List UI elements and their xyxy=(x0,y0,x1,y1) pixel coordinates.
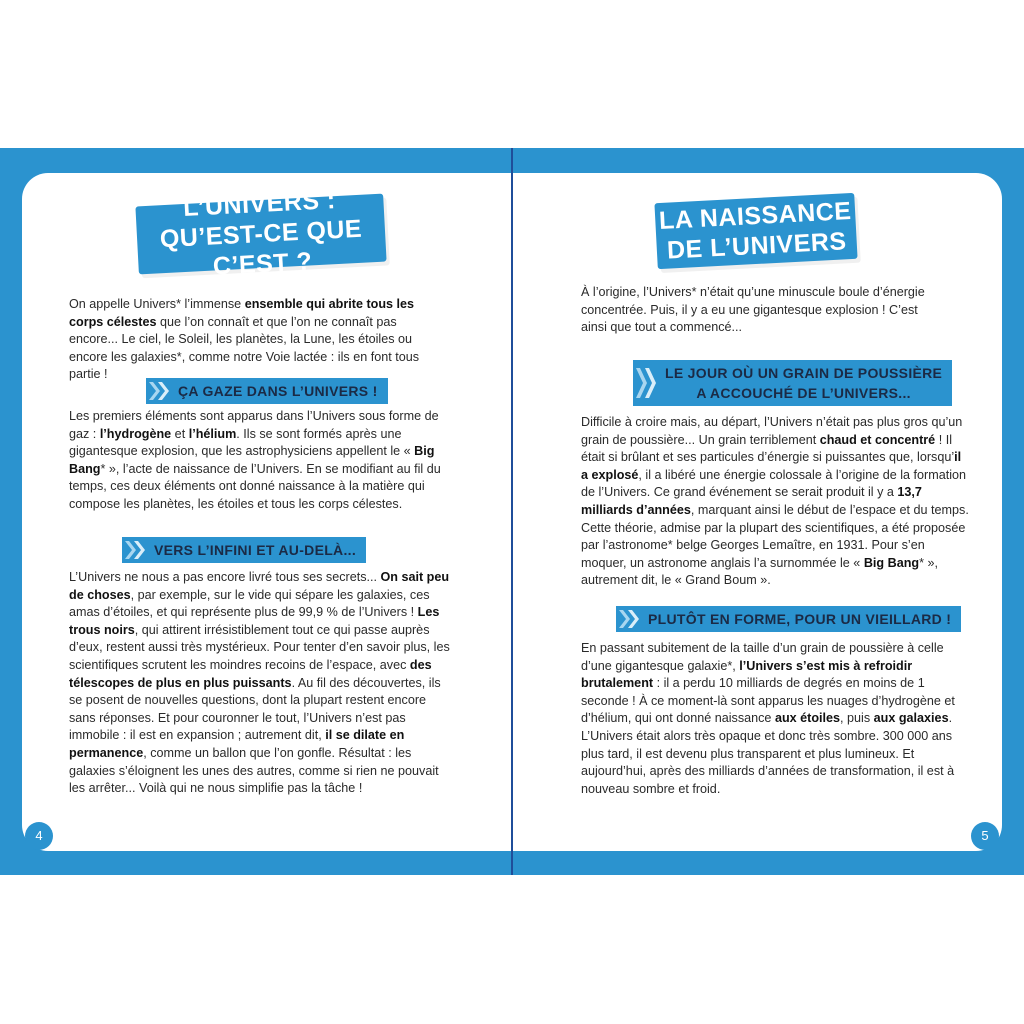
text-run: , puis xyxy=(840,711,874,726)
right-title-line1: LA NAISSANCE xyxy=(658,196,853,236)
section-title: VERS L’INFINI ET AU-DELÀ... xyxy=(148,537,366,563)
left-intro-paragraph xyxy=(69,296,447,384)
right-title-line2: DE L’UNIVERS xyxy=(666,227,848,265)
bold-run: aux étoiles xyxy=(774,711,841,726)
bold-run: il a explosé xyxy=(581,450,962,482)
text-run: . L’Univers était alors très opaque et donc très sombre. 300 000 ans plus tard, il est devenu plus transparent et plus lumineux. Et aujourd’hui, après des milliards d’années de transformation, il est à nouveau sombre et froid. xyxy=(581,711,955,796)
section-title: ÇA GAZE DANS L’UNIVERS ! xyxy=(172,378,388,404)
bold-run: 13,7 milliards d’années xyxy=(581,485,922,517)
left-section2-heading xyxy=(122,537,366,563)
text-run: et xyxy=(171,426,189,441)
bold-run: aux galaxies xyxy=(873,711,949,726)
bold-run: Big Bang xyxy=(863,555,920,570)
text-run: Difficile à croire mais, au départ, l’Univers n’était pas plus gros qu’un grain de poussière... Un grain terriblement xyxy=(581,415,963,447)
section-title-line2: A ACCOUCHÉ DE L’UNIVERS... xyxy=(696,385,911,401)
book-gutter xyxy=(511,148,513,875)
page-number-left: 4 xyxy=(25,822,53,850)
right-section2-paragraph xyxy=(581,640,959,798)
text-run: . Ils se sont formés après une gigantesque explosion, que les astrophysiciens appellent le « xyxy=(69,426,415,459)
text-run: , qui attirent irrésistiblement tout ce qui passe auprès d’eux, restent aussi très mystérieux. Pour tenter d’en savoir plus, les scientifiques scrutent les moindres recoins de l’espace, avec xyxy=(69,622,450,672)
left-section2-paragraph xyxy=(69,569,453,798)
text-run: : il a perdu 10 milliards de degrés en moins de 1 seconde ! À ce moment-là sont apparus les nuages d’hydrogène et d’hélium, qui ont donné naissance xyxy=(581,676,955,726)
section-title-line1: LE JOUR OÙ UN GRAIN DE POUSSIÈRE xyxy=(665,365,943,381)
right-section2-heading xyxy=(616,606,961,632)
right-section1-heading xyxy=(633,360,952,406)
left-section1-heading xyxy=(146,378,388,404)
chevron-arrows-icon xyxy=(633,360,659,406)
text-run: À l’origine, l’Univers* n’était qu’une minuscule boule d’énergie concentrée. Puis, il y a eu une gigantesque explosion ! C’est ainsi que tout a commencé... xyxy=(581,285,925,335)
text-run: , marquant ainsi le début de l’espace et du temps. Cette théorie, admise par la plupart des scientifiques, a été proposée par l’astronome* belge Georges Lemaître, en 1931. Pour s’en moquer, un astronome anglais l’a surnommée le « xyxy=(581,502,969,570)
text-run: L’Univers ne nous a pas encore livré tous ses secrets... xyxy=(69,570,381,584)
text-run: , par exemple, sur le vide qui sépare les galaxies, ces amas d’étoiles, et qui représente plus de 99,9 % de l’Univers ! xyxy=(69,587,430,620)
left-title-line1: L’UNIVERS : xyxy=(182,186,337,223)
bold-run: des télescopes de plus en plus puissants xyxy=(69,657,432,690)
bold-run: On sait peu de choses xyxy=(69,570,450,602)
text-run: que l’on connaît et que l’on ne connaît pas encore... Le ciel, le Soleil, les planètes, la Lune, les étoiles ou encore les galaxies*, comme notre Voie lactée : ils en font tous partie ! xyxy=(69,314,420,382)
bold-run: ensemble qui abrite tous les corps célestes xyxy=(69,297,415,329)
bold-run: Big Bang xyxy=(69,444,435,476)
bold-run: l’hélium xyxy=(188,426,237,441)
left-section1-paragraph xyxy=(69,408,455,514)
right-page-title xyxy=(654,193,857,269)
bold-run: chaud et concentré xyxy=(819,432,936,447)
left-title-line2: QU’EST-CE QUE C’EST ? xyxy=(159,214,363,281)
chevron-arrows-icon xyxy=(616,606,642,632)
text-run: . Au fil des découvertes, ils se posent de nouvelles questions, dont la plupart restent encore sans réponses. Et pour couronner le tout, l’Univers n’est pas immobile : il est en expansion ; autrement dit, xyxy=(69,675,441,743)
bold-run: l’hydrogène xyxy=(99,426,172,441)
chevron-arrows-icon xyxy=(146,378,172,404)
text-run: , il a libéré une énergie colossale à l’origine de la formation de l’Univers. Ce grand événement se serait produit il y a xyxy=(581,467,967,500)
bold-run: l’Univers s’est mis à refroidir brutalement xyxy=(581,658,913,691)
text-run: , comme un ballon que l’on gonfle. Résultat : les galaxies s’éloignent les unes des autres, comme si rien ne pouvait les arrêter... Voilà qui ne nous simplifie pas la tâche ! xyxy=(69,745,439,796)
text-run: * », autrement dit, le « Grand Boum ». xyxy=(581,555,938,588)
text-run: En passant subitement de la taille d’un grain de poussière à celle d’une gigantesque galaxie*, xyxy=(581,641,944,673)
text-run: On appelle Univers* l’immense xyxy=(69,297,245,311)
section-title xyxy=(659,360,952,406)
text-run: * », l’acte de naissance de l’Univers. En se modifiant au fil du temps, ces deux éléments ont donné naissance à la matière qui compose les planètes, les étoiles et tous les corps célestes. xyxy=(69,461,441,511)
left-page-title xyxy=(135,186,386,281)
right-intro-paragraph xyxy=(581,284,927,337)
text-run: Les premiers éléments sont apparus dans l’Univers sous forme de gaz : xyxy=(69,409,439,441)
right-section1-paragraph xyxy=(581,414,971,590)
page-number-right: 5 xyxy=(971,822,999,850)
bold-run: Les trous noirs xyxy=(69,605,440,637)
chevron-arrows-icon xyxy=(122,537,148,563)
bold-run: il se dilate en permanence xyxy=(69,728,405,760)
text-run: ! Il était si brûlant et ses particules d’énergie si puissantes que, lorsqu’ xyxy=(581,432,955,465)
section-title: PLUTÔT EN FORME, POUR UN VIEILLARD ! xyxy=(642,606,961,632)
